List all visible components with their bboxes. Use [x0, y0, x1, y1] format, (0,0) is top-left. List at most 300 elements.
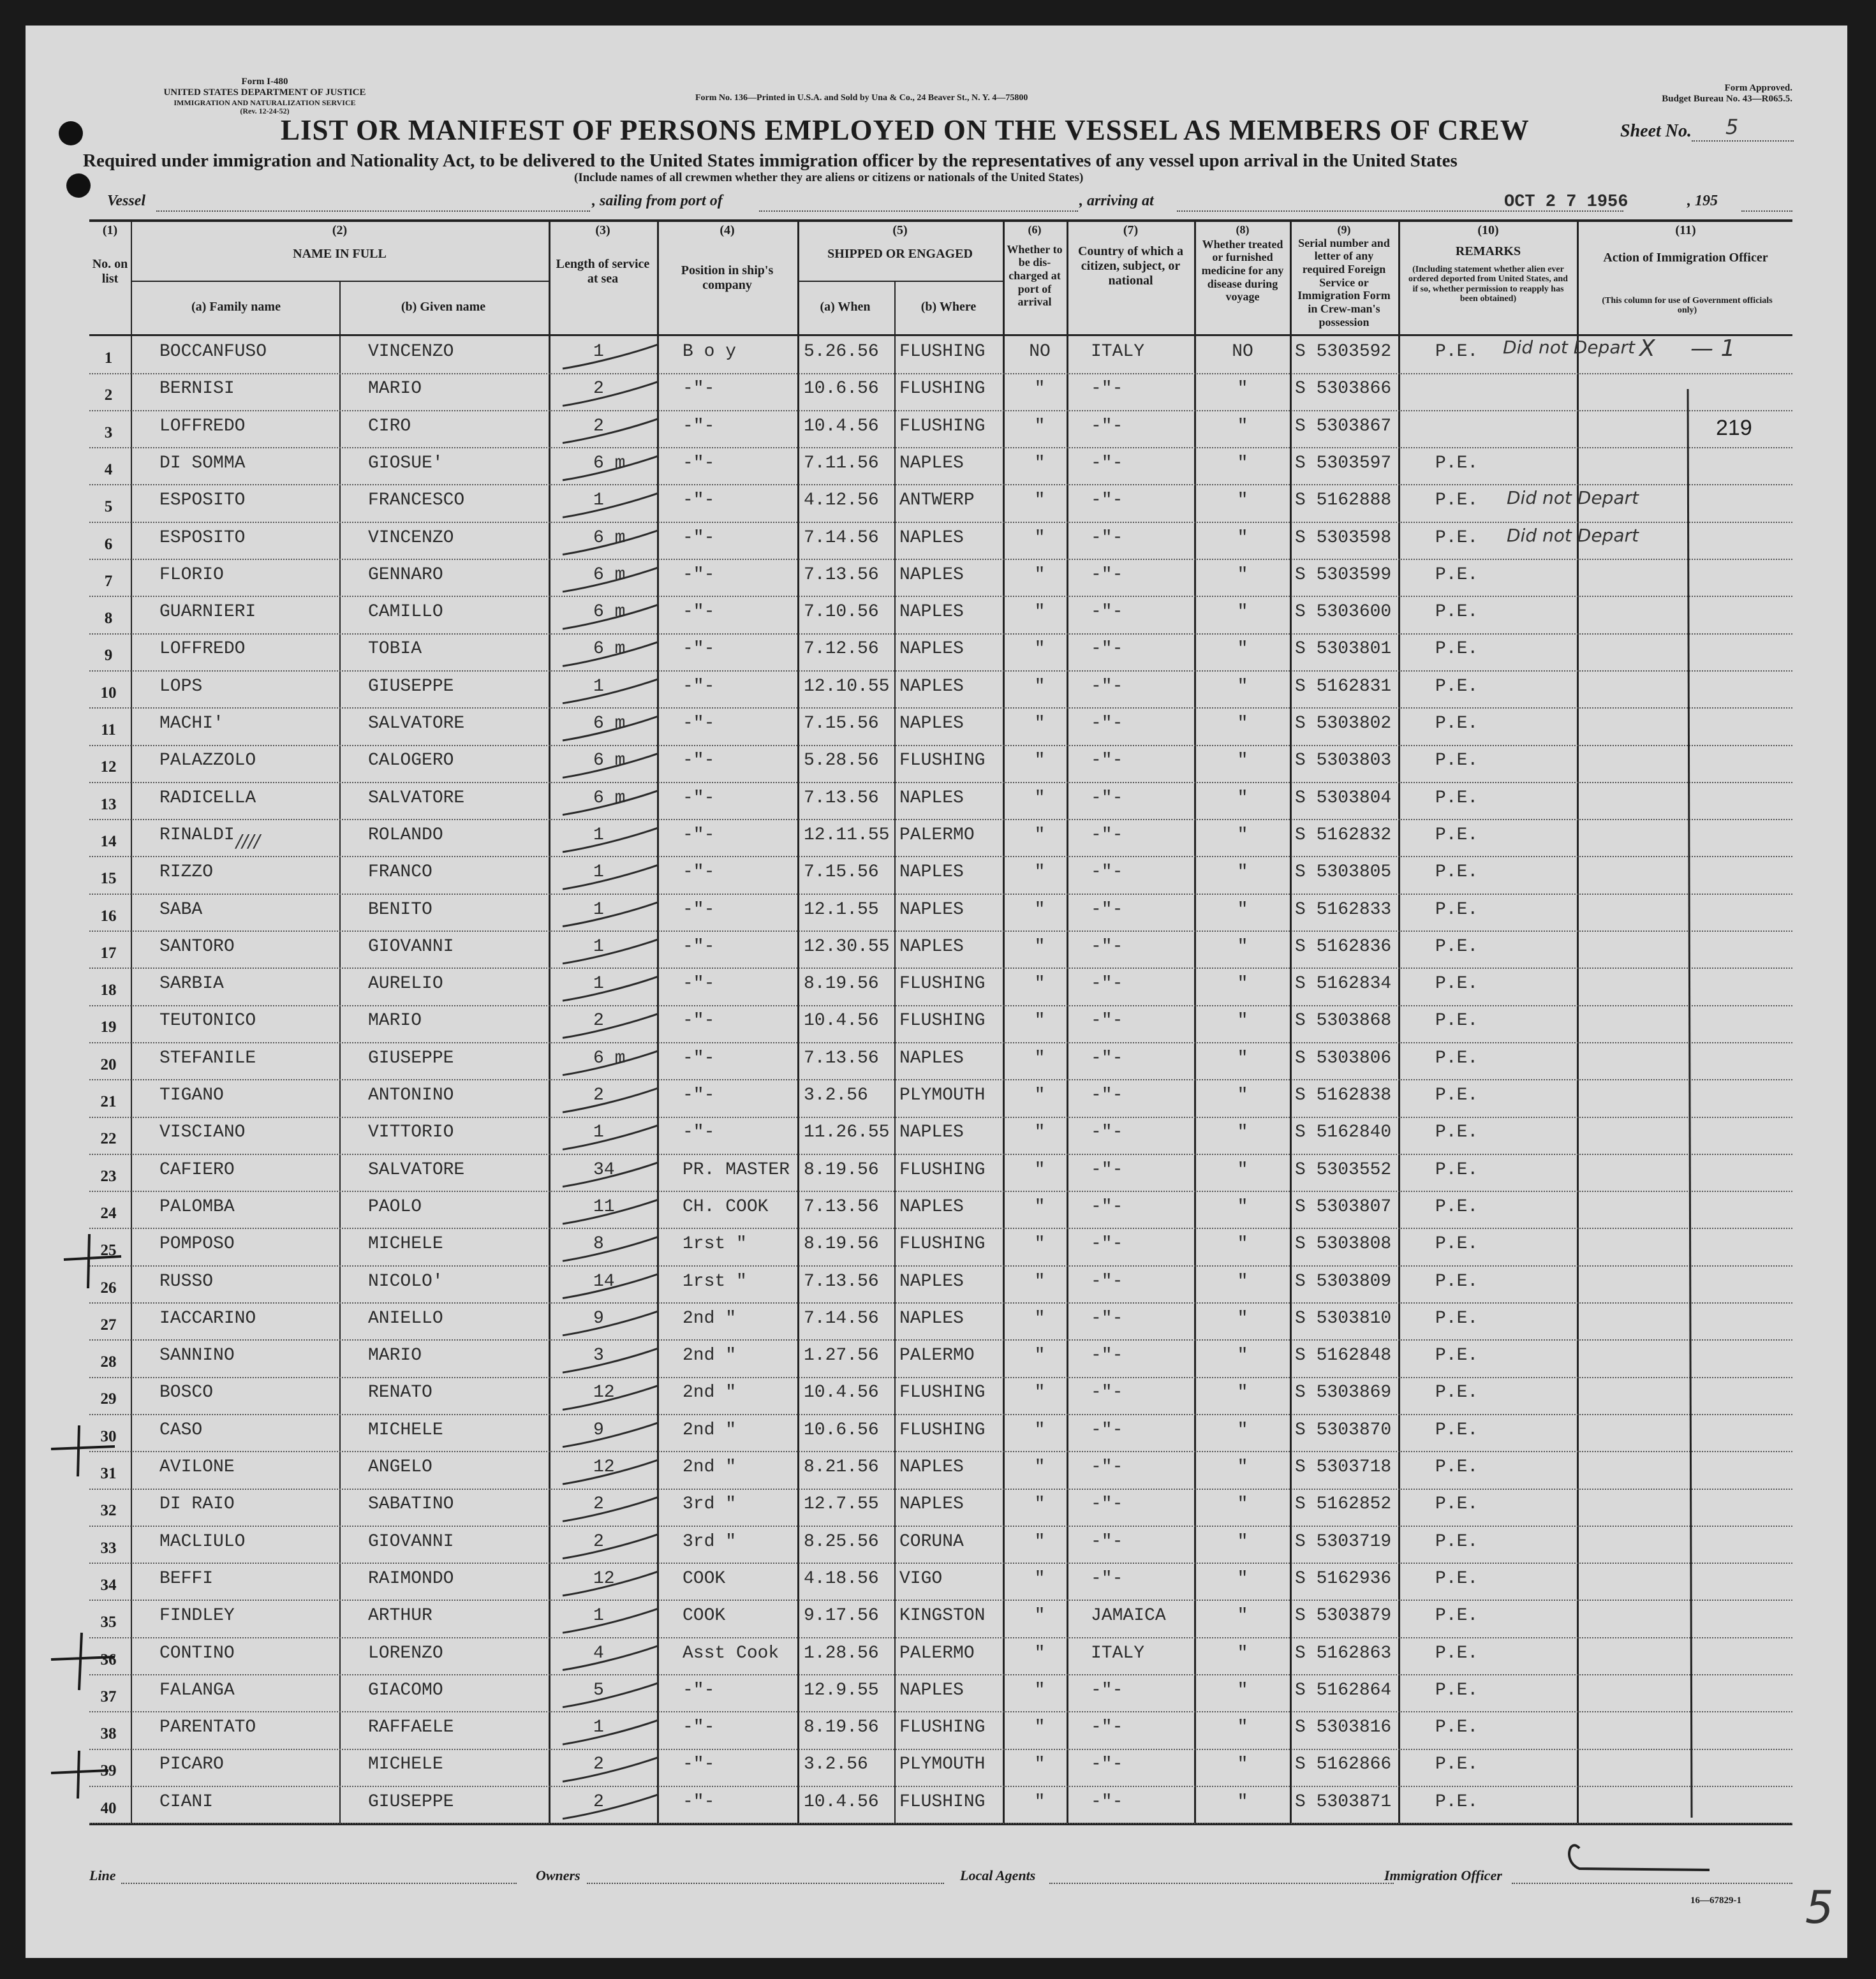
shipped-where-cell: ANTWERP — [899, 490, 975, 511]
country-cell: -"- — [1091, 676, 1123, 696]
arriving-label: , arriving at — [1079, 193, 1154, 209]
given-name-cell: MARIO — [368, 1346, 422, 1366]
country-cell: -"- — [1091, 974, 1123, 994]
arrival-date-stamp: OCT 2 7 1956 — [1504, 193, 1629, 212]
col-when-header: (a) When — [820, 300, 871, 314]
discharged-cell: NO — [1029, 342, 1051, 362]
officer-count: 219 — [1716, 416, 1752, 440]
remarks-cell: P.E. — [1435, 1420, 1479, 1440]
service-name: IMMIGRATION AND NATURALIZATION SERVICE — [174, 98, 356, 107]
discharged-cell: " — [1034, 1420, 1045, 1440]
col-remarks-label: REMARKS — [1455, 244, 1521, 258]
discharged-cell: " — [1034, 1680, 1045, 1700]
row-number-cell: 21 — [100, 1093, 117, 1110]
remarks-cell: P.E. — [1435, 1271, 1479, 1291]
service-cell: 2 — [593, 1791, 604, 1812]
medicine-cell: " — [1237, 1420, 1248, 1440]
discharged-cell: " — [1034, 416, 1045, 436]
medicine-cell: " — [1237, 564, 1248, 585]
remarks-cell: P.E. — [1435, 1159, 1479, 1180]
row-number-cell: 15 — [100, 870, 117, 888]
form-approved: Form Approved. — [1724, 83, 1792, 93]
medicine-cell: " — [1237, 1196, 1248, 1217]
position-cell: 1rst " — [683, 1271, 747, 1291]
given-name-cell: GIUSEPPE — [368, 1791, 454, 1812]
service-strike-mark — [563, 493, 658, 517]
service-strike-mark — [563, 1271, 658, 1298]
shipped-where-cell: VIGO — [899, 1568, 943, 1589]
position-cell: -"- — [683, 379, 715, 399]
given-name-cell: GIOVANNI — [368, 936, 454, 957]
family-name-cell: RADICELLA — [159, 788, 256, 808]
remarks-cell: P.E. — [1435, 1718, 1479, 1738]
service-cell: 6 m — [593, 453, 626, 473]
position-cell: 2nd " — [683, 1457, 737, 1477]
shipped-when-cell: 1.28.56 — [804, 1643, 879, 1663]
discharged-cell: " — [1034, 602, 1045, 622]
row-number-cell: 4 — [104, 460, 113, 478]
service-cell: 6 m — [593, 714, 626, 733]
shipped-where-cell: FLUSHING — [899, 342, 986, 362]
col-serial-number: (9) — [1337, 223, 1351, 236]
page-number-mark: 5 — [1805, 1881, 1834, 1934]
remarks-cell: P.E. — [1435, 1196, 1479, 1217]
row-number-cell: 33 — [100, 1539, 117, 1557]
serial-cell: S 5303718 — [1295, 1457, 1392, 1477]
service-strike-mark — [563, 1125, 658, 1149]
country-cell: -"- — [1091, 1308, 1123, 1328]
serial-cell: S 5303805 — [1295, 862, 1392, 883]
service-cell: 2 — [593, 1011, 604, 1031]
printer-note: Form No. 136—Printed in U.S.A. and Sold by Una & Co., 24 Beaver St., N. Y. 4—75800 — [695, 93, 1028, 103]
service-strike-mark — [563, 936, 658, 964]
shipped-where-cell: FLUSHING — [899, 751, 986, 771]
officer-signature — [1569, 1845, 1710, 1870]
service-cell: 12 — [593, 1383, 615, 1403]
serial-cell: S 5162864 — [1295, 1680, 1392, 1700]
col-country-label: Country of which a citizen, subject, or national — [1077, 244, 1183, 288]
remarks-cell: P.E. — [1435, 1383, 1479, 1403]
medicine-cell: " — [1237, 1085, 1248, 1105]
medicine-cell: " — [1237, 639, 1248, 659]
remarks-cell: P.E. — [1435, 1606, 1479, 1626]
shipped-when-cell: 5.28.56 — [804, 751, 879, 771]
service-cell: 6 m — [593, 751, 626, 771]
discharged-cell: " — [1034, 1606, 1045, 1626]
serial-cell: S 5303804 — [1295, 788, 1392, 808]
medicine-cell: " — [1237, 936, 1248, 957]
service-cell: 2 — [593, 1755, 604, 1775]
given-name-cell: VITTORIO — [368, 1122, 454, 1143]
position-cell: COOK — [683, 1568, 726, 1589]
position-cell: 3rd " — [683, 1531, 737, 1552]
country-cell: -"- — [1091, 1196, 1123, 1217]
remarks-cell: P.E. — [1435, 490, 1479, 511]
given-name-cell: MICHELE — [368, 1420, 443, 1440]
row-number-cell: 37 — [100, 1688, 117, 1705]
col-position-label: Position in ship's company — [681, 263, 774, 292]
medicine-cell: " — [1237, 714, 1248, 733]
medicine-cell: " — [1237, 1755, 1248, 1775]
service-strike-mark — [563, 1308, 658, 1335]
shipped-when-cell: 7.14.56 — [804, 1308, 879, 1328]
position-cell: -"- — [683, 602, 715, 622]
service-strike-mark — [563, 828, 658, 852]
shipped-when-cell: 9.17.56 — [804, 1606, 879, 1626]
shipped-when-cell: 12.7.55 — [804, 1494, 879, 1515]
shipped-when-cell: 8.19.56 — [804, 974, 879, 994]
service-cell: 1 — [593, 1122, 604, 1143]
given-name-cell: GIOVANNI — [368, 1531, 454, 1552]
position-cell: -"- — [683, 1122, 715, 1143]
crew-inclusion-note: (Include names of all crewmen whether they are aliens or citizens or nationals of the United States) — [574, 171, 1084, 184]
shipped-where-cell: FLUSHING — [899, 1420, 986, 1440]
col-medicine-number: (8) — [1236, 223, 1250, 236]
serial-cell: S 5303871 — [1295, 1791, 1392, 1812]
given-name-cell: SABATINO — [368, 1494, 454, 1515]
remarks-cell: P.E. — [1435, 1680, 1479, 1700]
given-name-cell: ROLANDO — [368, 825, 443, 845]
service-strike-mark — [563, 1608, 658, 1633]
given-name-cell: GIACOMO — [368, 1680, 443, 1700]
page-subtitle: Required under immigration and Nationality Act, to be delivered to the United States immigration officer by the representatives of any vessel upon arrival in the United States — [83, 151, 1458, 171]
service-cell: 1 — [593, 862, 604, 883]
service-cell: 14 — [593, 1271, 615, 1291]
service-strike-mark — [563, 976, 658, 1001]
serial-cell: S 5303600 — [1295, 602, 1392, 622]
col-no-label: No. on list — [92, 257, 128, 286]
shipped-where-cell: FLUSHING — [899, 1234, 986, 1254]
year-label: , 195 — [1687, 193, 1718, 209]
discharged-cell: " — [1034, 676, 1045, 696]
position-cell: 1rst " — [683, 1234, 747, 1254]
col-service-number: (3) — [595, 223, 610, 237]
row-number-cell: 22 — [100, 1130, 117, 1148]
given-name-cell: FRANCESCO — [368, 490, 465, 511]
serial-cell: S 5162888 — [1295, 490, 1392, 511]
row-number-cell: 7 — [104, 572, 113, 590]
service-strike-mark — [563, 899, 658, 927]
col-remarks-note: (Including statement whether alien ever ordered deported from United States, and if so, whether permission to reapply has been obtained) — [1408, 265, 1568, 304]
row-number-cell: 9 — [104, 647, 113, 665]
family-name-cell: ESPOSITO — [159, 490, 246, 511]
position-cell: 2nd " — [683, 1420, 737, 1440]
family-name-cell: TEUTONICO — [159, 1011, 256, 1031]
medicine-cell: " — [1237, 379, 1248, 399]
service-strike-mark — [563, 1013, 658, 1038]
service-strike-mark — [563, 1460, 658, 1484]
serial-cell: S 5303806 — [1295, 1048, 1392, 1068]
discharged-cell: " — [1034, 1159, 1045, 1180]
serial-cell: S 5303592 — [1295, 342, 1392, 362]
serial-cell: S 5303552 — [1295, 1159, 1392, 1180]
family-name-cell: DI RAIO — [159, 1494, 235, 1515]
shipped-where-cell: FLUSHING — [899, 416, 986, 436]
row-number-cell: 14 — [100, 832, 117, 850]
given-name-cell: RENATO — [368, 1383, 432, 1403]
service-cell: 2 — [593, 416, 604, 436]
shipped-when-cell: 3.2.56 — [804, 1085, 868, 1105]
col-family-header: (a) Family name — [191, 300, 281, 314]
row-number-cell: 20 — [100, 1056, 117, 1073]
remarks-cell: P.E. — [1435, 1568, 1479, 1589]
position-cell: -"- — [683, 751, 715, 771]
country-cell: -"- — [1091, 490, 1123, 511]
given-name-cell: AURELIO — [368, 974, 443, 994]
given-name-cell: SALVATORE — [368, 1159, 465, 1180]
col-medicine-label: Whether treated or furnished medicine for any disease during voyage — [1201, 237, 1284, 304]
col-service-label: Length of service at sea — [556, 257, 650, 286]
family-name-cell: ESPOSITO — [159, 527, 246, 548]
row-number-cell: 29 — [100, 1390, 117, 1408]
shipped-where-cell: PALERMO — [899, 1643, 975, 1663]
shipped-when-cell: 7.10.56 — [804, 602, 879, 622]
discharged-cell: " — [1034, 1568, 1045, 1589]
family-name-cell: BOSCO — [159, 1383, 214, 1403]
position-cell: -"- — [683, 639, 715, 659]
position-cell: -"- — [683, 453, 715, 473]
col-shipped-label: SHIPPED OR ENGAGED — [827, 247, 973, 261]
medicine-cell: " — [1237, 1718, 1248, 1738]
family-name-cell: CIANI — [159, 1791, 214, 1812]
country-cell: -"- — [1091, 862, 1123, 883]
family-name-cell: PALOMBA — [159, 1196, 235, 1217]
position-cell: -"- — [683, 564, 715, 585]
row1-x-mark: X — [1639, 335, 1655, 362]
row-number-cell: 25 — [100, 1242, 117, 1260]
service-cell: 34 — [593, 1159, 615, 1180]
country-cell: JAMAICA — [1091, 1606, 1166, 1626]
country-cell: -"- — [1091, 714, 1123, 733]
service-strike-mark — [563, 1757, 658, 1781]
shipped-when-cell: 12.9.55 — [804, 1680, 879, 1700]
remarks-cell: P.E. — [1435, 564, 1479, 585]
family-name-cell: TIGANO — [159, 1085, 224, 1105]
shipped-where-cell: KINGSTON — [899, 1606, 986, 1626]
service-cell: 1 — [593, 676, 604, 696]
row-number-cell: 31 — [100, 1465, 117, 1482]
col-discharged-number: (6) — [1028, 223, 1042, 236]
shipped-when-cell: 7.15.56 — [804, 862, 879, 883]
medicine-cell: " — [1237, 416, 1248, 436]
shipped-when-cell: 7.13.56 — [804, 1196, 879, 1217]
given-name-cell: NICOLO' — [368, 1271, 443, 1291]
medicine-cell: " — [1237, 1234, 1248, 1254]
shipped-where-cell: FLUSHING — [899, 1383, 986, 1403]
remarks-cell: P.E. — [1435, 1122, 1479, 1143]
serial-cell: S 5303870 — [1295, 1420, 1392, 1440]
row-number-cell: 28 — [100, 1353, 117, 1371]
discharged-cell: " — [1034, 564, 1045, 585]
medicine-cell: " — [1237, 1308, 1248, 1328]
footer-agents-label: Local Agents — [960, 1867, 1036, 1883]
serial-cell: S 5162832 — [1295, 825, 1392, 845]
position-cell: 2nd " — [683, 1383, 737, 1403]
row-number-cell: 32 — [100, 1502, 117, 1520]
row35-plus-mark — [51, 1633, 115, 1690]
country-cell: -"- — [1091, 564, 1123, 585]
serial-cell: S 5162852 — [1295, 1494, 1392, 1515]
shipped-when-cell: 7.14.56 — [804, 527, 879, 548]
remarks-cell: P.E. — [1435, 1643, 1479, 1663]
col-serial-label: Serial number and letter of any required Foreign Service or Immigration Form in Crew-man's possession — [1297, 236, 1391, 328]
discharged-cell: " — [1034, 1346, 1045, 1366]
position-cell: Asst Cook — [683, 1643, 779, 1663]
service-strike-mark — [563, 1795, 658, 1819]
given-name-cell: GIOSUE' — [368, 453, 443, 473]
service-cell: 12 — [593, 1568, 615, 1589]
serial-cell: S 5303801 — [1295, 639, 1392, 659]
given-name-cell: MICHELE — [368, 1755, 443, 1775]
shipped-where-cell: NAPLES — [899, 862, 964, 883]
remarks-cell: P.E. — [1435, 639, 1479, 659]
row-number-cell: 16 — [100, 907, 117, 925]
discharged-cell: " — [1034, 1308, 1045, 1328]
family-name-cell: PALAZZOLO — [159, 751, 256, 771]
given-name-cell: ARTHUR — [368, 1606, 432, 1626]
country-cell: -"- — [1091, 899, 1123, 920]
given-name-cell: MICHELE — [368, 1234, 443, 1254]
form-revision: (Rev. 12-24-52) — [240, 107, 290, 116]
country-cell: -"- — [1091, 936, 1123, 957]
discharged-cell: " — [1034, 1234, 1045, 1254]
col-action-number: (11) — [1675, 223, 1696, 237]
family-name-cell: IACCARINO — [159, 1308, 256, 1328]
service-cell: 1 — [593, 936, 604, 957]
family-name-cell: FALANGA — [159, 1680, 235, 1700]
service-strike-mark — [563, 865, 658, 889]
col-no-number: (1) — [102, 223, 118, 237]
given-name-cell: CIRO — [368, 416, 411, 436]
medicine-cell: " — [1237, 453, 1248, 473]
service-strike-mark — [563, 791, 658, 815]
given-name-cell: RAFFAELE — [368, 1718, 454, 1738]
shipped-where-cell: NAPLES — [899, 1196, 964, 1217]
service-cell: 2 — [593, 1531, 604, 1552]
position-cell: 2nd " — [683, 1308, 737, 1328]
service-cell: 1 — [593, 342, 604, 362]
service-cell: 6 m — [593, 788, 626, 808]
service-cell: 9 — [593, 1420, 604, 1440]
service-cell: 6 m — [593, 639, 626, 659]
position-cell: -"- — [683, 936, 715, 957]
service-strike-mark — [563, 1200, 658, 1224]
medicine-cell: " — [1237, 1791, 1248, 1812]
given-name-cell: ANGELO — [368, 1457, 432, 1477]
service-strike-mark — [563, 1568, 658, 1596]
shipped-when-cell: 7.15.56 — [804, 714, 879, 733]
discharged-cell: " — [1034, 899, 1045, 920]
discharged-cell: " — [1034, 825, 1045, 845]
medicine-cell: " — [1237, 527, 1248, 548]
remarks-cell: P.E. — [1435, 527, 1479, 548]
shipped-where-cell: NAPLES — [899, 1271, 964, 1291]
discharged-cell: " — [1034, 639, 1045, 659]
discharged-cell: " — [1034, 1122, 1045, 1143]
page-title: LIST OR MANIFEST OF PERSONS EMPLOYED ON THE VESSEL AS MEMBERS OF CREW — [281, 114, 1530, 146]
row-number-cell: 26 — [100, 1279, 117, 1297]
remarks-cell: P.E. — [1435, 1085, 1479, 1105]
medicine-cell: " — [1237, 1494, 1248, 1515]
serial-cell: S 5303599 — [1295, 564, 1392, 585]
position-cell: -"- — [683, 1085, 715, 1105]
discharged-cell: " — [1034, 1457, 1045, 1477]
service-strike-mark — [563, 1680, 658, 1707]
footer-line-label: Line — [89, 1867, 116, 1883]
medicine-cell: " — [1237, 1531, 1248, 1552]
service-cell: 6 m — [593, 527, 626, 548]
family-name-cell: LOPS — [159, 676, 203, 696]
position-cell: COOK — [683, 1606, 726, 1626]
discharged-cell: " — [1034, 379, 1045, 399]
serial-cell: S 5303879 — [1295, 1606, 1392, 1626]
remarks-cell: P.E. — [1435, 862, 1479, 883]
discharged-cell: " — [1034, 862, 1045, 883]
shipped-where-cell: FLUSHING — [899, 1718, 986, 1738]
shipped-where-cell: CORUNA — [899, 1531, 964, 1552]
given-name-cell: GIUSEPPE — [368, 676, 454, 696]
service-strike-mark — [563, 344, 658, 369]
col-name-label: NAME IN FULL — [293, 247, 387, 261]
shipped-where-cell: FLUSHING — [899, 1159, 986, 1180]
family-name-cell: BERNISI — [159, 379, 235, 399]
row-plus-marks — [51, 1234, 121, 1799]
service-cell: 11 — [593, 1196, 615, 1217]
col-given-header: (b) Given name — [401, 300, 486, 314]
medicine-cell: " — [1237, 602, 1248, 622]
family-name-cell: FLORIO — [159, 564, 224, 585]
shipped-where-cell: NAPLES — [899, 714, 964, 733]
discharged-cell: " — [1034, 1755, 1045, 1775]
serial-cell: S 5303598 — [1295, 527, 1392, 548]
col-remarks-number: (10) — [1477, 223, 1499, 237]
medicine-cell: " — [1237, 1122, 1248, 1143]
row-number-cell: 1 — [104, 349, 113, 367]
country-cell: -"- — [1091, 1755, 1123, 1775]
given-name-cell: GENNARO — [368, 564, 443, 585]
country-cell: -"- — [1091, 751, 1123, 771]
discharged-cell: " — [1034, 1383, 1045, 1403]
footer-officer-label: Immigration Officer — [1384, 1867, 1502, 1883]
shipped-when-cell: 8.19.56 — [804, 1234, 879, 1254]
serial-cell: S 5303867 — [1295, 416, 1392, 436]
shipped-when-cell: 8.19.56 — [804, 1718, 879, 1738]
footer-owners-label: Owners — [536, 1867, 580, 1883]
shipped-where-cell: PALERMO — [899, 825, 975, 845]
service-strike-mark — [563, 1385, 658, 1409]
serial-cell: S 5162831 — [1295, 676, 1392, 696]
shipped-when-cell: 7.13.56 — [804, 788, 879, 808]
shipped-when-cell: 10.6.56 — [804, 1420, 879, 1440]
service-cell: 9 — [593, 1308, 604, 1328]
discharged-cell: " — [1034, 490, 1045, 511]
country-cell: -"- — [1091, 1531, 1123, 1552]
family-name-cell: DI SOMMA — [159, 453, 246, 473]
medicine-cell: " — [1237, 751, 1248, 771]
family-name-cell: PICARO — [159, 1755, 224, 1775]
service-strike-mark — [563, 1423, 658, 1447]
row-number-cell: 36 — [100, 1651, 117, 1668]
discharged-cell: " — [1034, 714, 1045, 733]
service-strike-mark — [563, 1643, 658, 1670]
service-strike-mark — [563, 1531, 658, 1559]
country-cell: -"- — [1091, 527, 1123, 548]
country-cell: ITALY — [1091, 1643, 1145, 1663]
family-name-cell: BEFFI — [159, 1568, 214, 1589]
col-shipped-number: (5) — [892, 223, 908, 237]
given-name-cell: SALVATORE — [368, 714, 465, 733]
col-country-number: (7) — [1123, 223, 1139, 237]
